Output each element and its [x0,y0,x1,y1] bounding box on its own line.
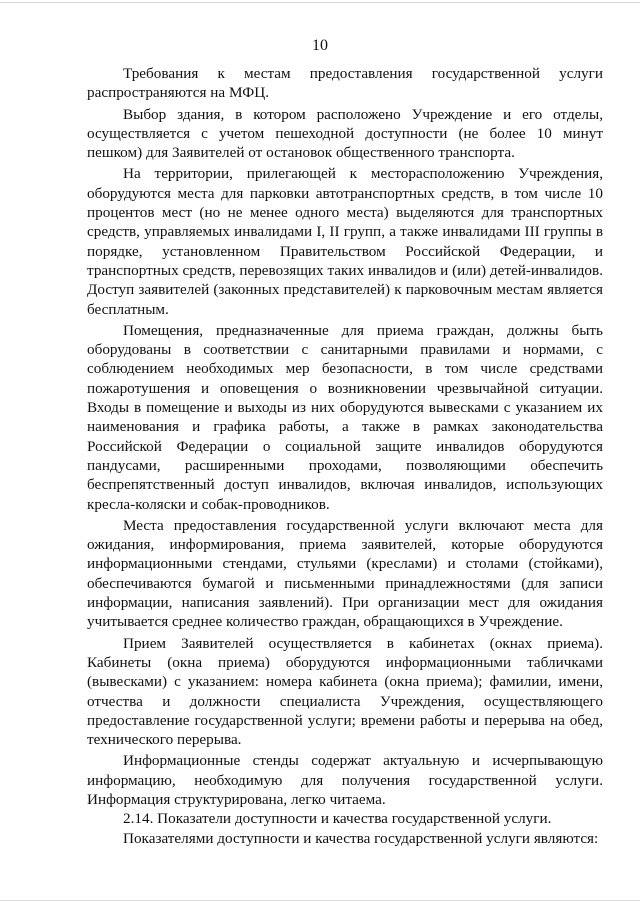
paragraph-service-places: Места предоставления государственной услуги включают места для ожидания, информирования, приема заявителей, которые оборудуются информационными стендами, стульями (креслами) и столами (стойками), обеспечиваются бумагой и письменными принадлежностями (для записи информации, написания заявлений). При организации мест для ожидания учитывается среднее количество граждан, обращающихся в Учреждение. [87,516,603,631]
paragraph-building-selection: Выбор здания, в котором расположено Учреждение и его отделы, осуществляется с учетом пешеходной доступности (не более 10 минут пешком) для Заявителей от остановок общественного транспорта. [87,105,603,162]
paragraph-reception: Прием Заявителей осуществляется в кабинетах (окнах приема). Кабинеты (окна приема) оборудуются информационными табличками (вывесками) с указанием: номера кабинета (окна приема); фамилии, имени, отчества и должности специалиста Учреждения, осуществляющего предоставление государственной услуги; времени работы и перерыва на обед, технического перерыва. [87,634,603,749]
paragraph-indicators-intro: Показателями доступности и качества государственной услуги являются: [123,829,599,847]
section-heading-2-14: 2.14. Показатели доступности и качества государственной услуги. [123,810,552,828]
paragraph-info-stands: Информационные стенды содержат актуальную и исчерпывающую информацию, необходимую для получения государственной услуги. Информация структурирована, легко читаема. [87,752,603,808]
paragraph-premises: Помещения, предназначенные для приема граждан, должны быть оборудованы в соответствии с санитарными правилами и нормами, с соблюдением необходимых мер безопасности, в том числе средствами пожаротушения и оповещения о возникновении чрезвычайной ситуации. Входы в помещение и выходы из них оборудуются вывесками с указанием их наименования и графика работы, а также в рамках законодательства Российской Федерации о социальной защите инвалидов оборудуются пандусами, расширенными проходами, позволяющими обеспечить беспрепятственный доступ инвалидов, включая инвалидов, использующих кресла-коляски и собак-проводников. [87,321,603,513]
bottom-border-line [0,900,640,901]
paragraph-mfc-requirements: Требования к местам предоставления государственной услуги распространяются на МФЦ. [87,65,603,102]
top-border-line [0,2,640,3]
document-body [87,64,603,848]
page-number: 10 [312,37,328,54]
paragraph-parking: На территории, прилегающей к месторасположению Учреждения, оборудуются места для парковки автотранспортных средств, в том числе 10 процентов мест (но не менее одного места) выделяются для транспортных средств, управляемых инвалидами I, II групп, а также инвалидами III группы в порядке, установленном Правительством Российской Федерации, и транспортных средств, перевозящих таких инвалидов и (или) детей-инвалидов. Доступ заявителей (законных представителей) к парковочным местам является бесплатным. [87,165,603,318]
